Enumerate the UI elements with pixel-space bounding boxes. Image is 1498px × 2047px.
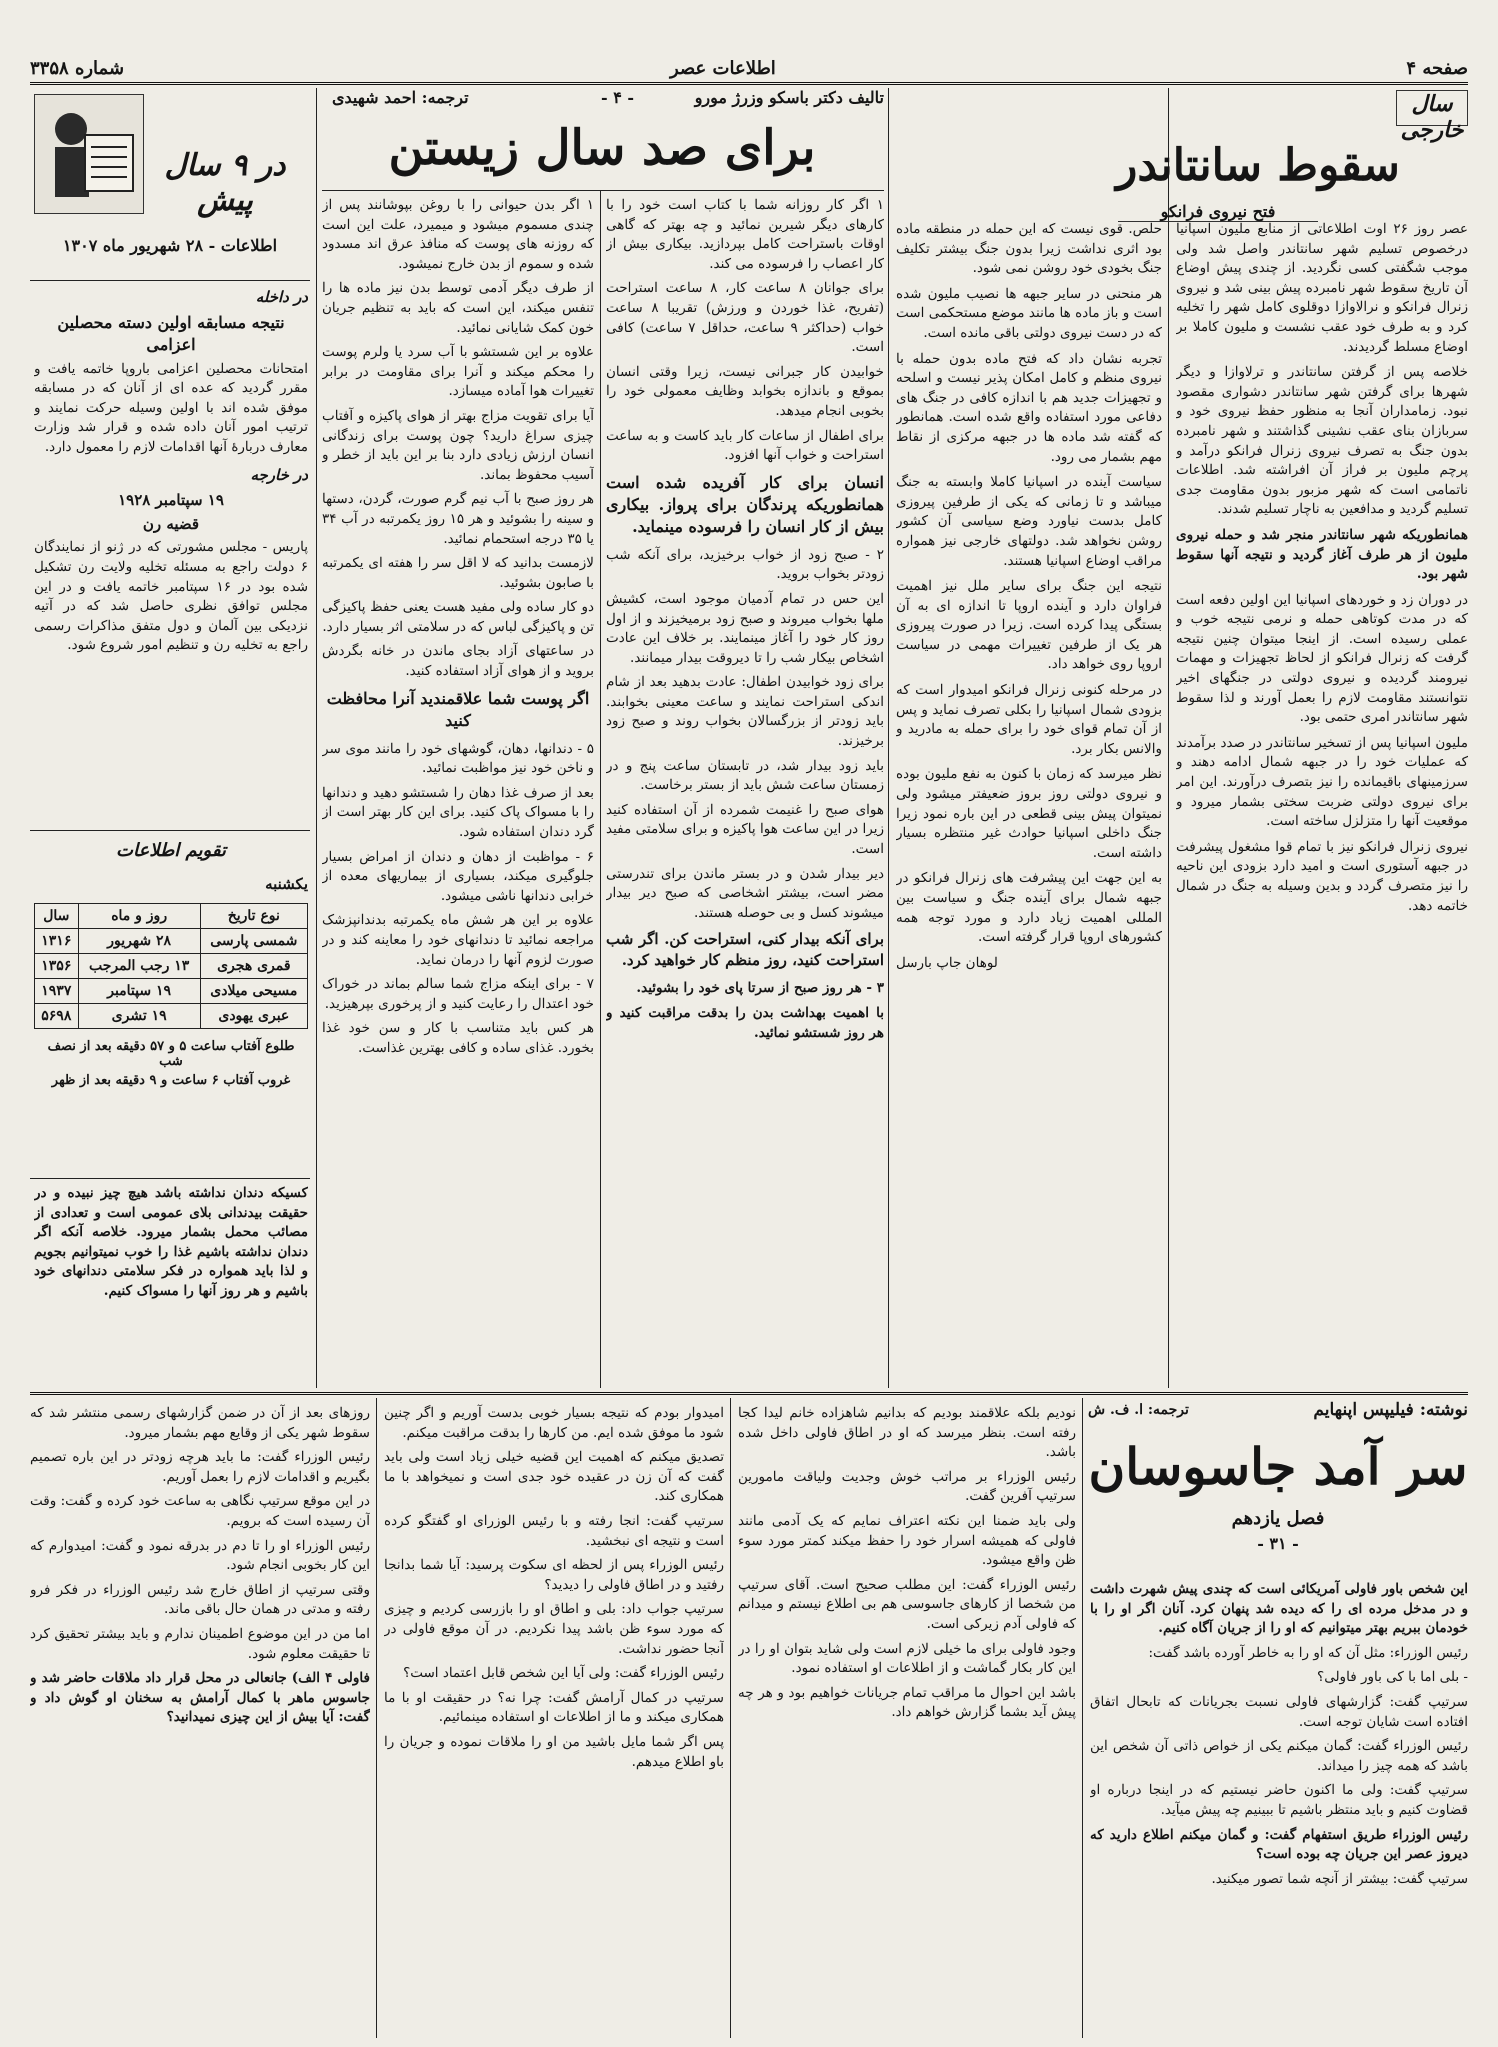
paragraph: ۵ - دندانها، دهان، گوشهای خود را مانند موی سر و ناخن خود نیز مواظبت نمائید. bbox=[322, 740, 594, 777]
section-heading: انسان برای کار آفریده شده است همانطوریکه پرندگان برای پرواز. بیکاری بیش از کار انسان را فرسوده مینماید. bbox=[606, 472, 884, 536]
item1-title: نتیجه مسابقه اولین دسته محصلین اعزامی bbox=[57, 312, 285, 354]
paragraph: خلاصه پس از گرفتن سانتاندر و ترلاوازا و دیگر شهرها برای گرفتن شهر سانتاندر دشواری مقصود نبود. زمامداران آنجا به منظور حفظ نیروی خود و سربازان بنای عقب نشینی گذاشتند و شهر نامبرده بدون جنگ به تصرف نیروی زنرال فرانکو درآمد و پرچم ملیون بر فراز آن افراشته شد. اطلاعات ناتمامی است که شهر مزبور بدون مقاومت جدی تسلیم گردید و مدافعین به ناچار تسلیم شدند. bbox=[1176, 364, 1468, 518]
part-number: - ۴ - bbox=[600, 88, 634, 107]
paragraph: دیر بیدار شدن و در بستر ماندن برای تندرستی مضر است، بیشتر اشخاصی که صبح دیر بیدار میشوند کسل و بی حوصله هستند. bbox=[606, 865, 884, 921]
paragraph: تصدیق میکنم که اهمیت این قضیه خیلی زیاد است ولی باید گفت که آن زن در عقیده خود جدی است و نمیخواهد با ما همکاری کند. bbox=[384, 1449, 724, 1505]
section-title: سال خارجی bbox=[1396, 90, 1468, 126]
issue-label: شماره ۳۳۵۸ bbox=[30, 58, 125, 79]
paragraph: تجربه نشان داد که فتح ماده بدون حمله با نیروی منظم و کامل امکان پذیر نیست و اسلحه و تجهیزات جدید هم با اندازه کافی در جنگ های دفاعی مورد استفاده واقع شده است. همانطور که گفته شد ماده ها در جبهه مرکزی از نقاط مهم بشمار می رود. bbox=[896, 350, 1162, 465]
serial-article-header bbox=[322, 88, 884, 188]
paragraph: علاوه بر این هر شش ماه یکمرتبه بدندانپزشک مراجعه نمائید تا دندانهای خود را معاینه کند و در صورت لزوم آنها را درمان نماید. bbox=[322, 912, 594, 968]
table-row bbox=[35, 979, 308, 1004]
health-text: کسیکه دندان نداشته باشد هیچ چیز نبیده و در حقیقت بیدندانی بلای عمومی است و تعدادی از مصائب محمل بشمار میرود. خلاصه آنکه اگر دندان نداشته باشیم غذا را خوب نمیتوانیم بجویم و لذا باید همواره در فکر سلامتی دندانهای خود باشیم و هر روز آنها را مسواک کنیم. bbox=[34, 1185, 308, 1299]
section-heading: برای آنکه بیدار کنی، استراحت کن. اگر شب استراحت کنید، روز منظم کار خواهید کرد. bbox=[606, 930, 884, 970]
calendar-title: تقویم اطلاعات bbox=[116, 840, 226, 861]
col-rule-3 bbox=[600, 190, 601, 1388]
paragraph: رئیس الوزراء طریق استفهام گفت: و گمان میکنم اطلاع دارید که دیروز عصر این جریان چه بوده است؟ bbox=[1090, 1826, 1468, 1863]
calendar-table bbox=[34, 903, 308, 1029]
paragraph: وقتی سرتیپ از اطاق خارج شد رئیس الوزراء در فکر فرو رفته و مدتی در همان حال باقی ماند. bbox=[30, 1581, 370, 1618]
paragraph: علاوه بر این شستشو با آب سرد یا ولرم پوست را محکم میکند و آنرا برای مقاومت در برابر تغییرات هوا آماده میسازد. bbox=[322, 344, 594, 400]
table-cell: ۱۳ رجب المرجب bbox=[78, 954, 200, 979]
paragraph: حلص. قوی نیست که این حمله در منطقه ماده بود اثری نداشت زیرا بدون جنگ بیشتر تکلیف جنگ بخودی خود روشن نمی شود. bbox=[896, 221, 1162, 277]
serial-novel-header bbox=[1088, 1400, 1468, 1600]
novel-author: نوشته: فیلیپس اپنهایم bbox=[1313, 1400, 1468, 1420]
years-ago-rule bbox=[30, 280, 310, 281]
paper-name: اطلاعات عصر bbox=[670, 58, 776, 79]
table-cell: ۱۹ سپتامبر bbox=[78, 979, 200, 1004]
section-outside: در خارجه bbox=[250, 465, 308, 484]
headline: برای صد سال زیستن bbox=[388, 120, 816, 176]
table-header bbox=[35, 904, 308, 929]
col-rule-1 bbox=[1168, 88, 1169, 1388]
foreign-col-2 bbox=[896, 220, 1162, 1380]
section-divider bbox=[30, 1392, 1468, 1395]
novel-rule-2 bbox=[730, 1398, 731, 2038]
paragraph: روزهای بعد از آن در ضمن گزارشهای رسمی منتشر شد که سقوط شهر یکی از وقایع مهم بشمار میرود. bbox=[30, 1405, 370, 1441]
novel-translator: ترجمه: ا. ف. ش bbox=[1088, 1402, 1189, 1418]
col-rule-2 bbox=[888, 88, 889, 1388]
chapter: فصل یازدهم bbox=[1231, 1508, 1325, 1529]
paragraph: لازمست بدانید که لا اقل سر را هفته ای یکمرتبه با صابون بشوئید. bbox=[322, 555, 594, 591]
column-header: سال bbox=[35, 904, 79, 929]
paragraph: رئیس الوزراء گفت: ولی آیا این شخص قابل اعتماد است؟ bbox=[403, 1665, 724, 1682]
paragraph: سرتیپ گفت: بیشتر از آنچه شما تصور میکنید. bbox=[1211, 1870, 1468, 1887]
author-line: تالیف دکتر باسکو وزرژ مورو bbox=[694, 88, 884, 107]
calendar bbox=[34, 840, 308, 1088]
column-header: نوع تاریخ bbox=[200, 904, 307, 929]
paragraph: رئیس الوزراء گفت: ما باید هرچه زودتر در این باره تصمیم بگیریم و اقدامات لازم را بعمل آوریم. bbox=[30, 1449, 370, 1485]
paragraph: این حس در تمام آدمیان موجود است، کشیش ملها بخواب میروند و صبح زود برمیخیزند و از اول روز کار خود را آغاز مینمایند. بر خلاف این عادت اشخاص بیکار شب را تا دیروقت بیدار میمانند. bbox=[606, 590, 884, 666]
sunset: غروب آفتاب ۶ ساعت و ۹ دقیقه بعد از ظهر bbox=[51, 1073, 291, 1088]
paragraph: سرتیپ گفت: گزارشهای فاولی نسبت بجریانات که تابحال اتفاق افتاده است شایان توجه است. bbox=[1090, 1693, 1468, 1730]
years-ago-title: در ۹ سال پیش bbox=[164, 148, 286, 218]
paragraph: رئیس الوزراء گفت: این مطلب صحیح است. آقای سرتیپ من شخصا از کارهای جاسوسی هم بی اطلاع نیستم و میدانم که فاولی آدم زیرکی است. bbox=[738, 1576, 1076, 1632]
paragraph: نظر میرسد که زمان با کنون به نفع ملیون بوده و نیروی دولتی روز بروز ضعیفتر میشود ولی نمیتوان پیش بینی قطعی در این باره نمود زیرا جنگ داخلی اسپانیا حوادث غیر منتظره بسیار داشته است. bbox=[896, 766, 1162, 861]
paragraph: هر کس باید متناسب با کار و سن خود غذا بخورد. غذای ساده و کافی بهترین غذاست. bbox=[322, 1020, 594, 1056]
newspaper-reader-icon bbox=[34, 94, 144, 214]
novel-rule-1 bbox=[1082, 1398, 1083, 2038]
item2-text: پاریس - مجلس مشورتی که در ژنو از نمایندگان ۶ دولت راجع به مسئله تخلیه ولایت رن تشکیل شده بود در ۱۶ سپتامبر خاتمه یافت و در این مجلس توافق نظری حاصل شد که در آتیه نزدیکی بین آلمان و دول متفق مذاکرات رسمی راجع به تخلیه رن و تنظیم امور شروع شود. bbox=[34, 539, 308, 654]
table-cell: عبری یهودی bbox=[200, 1004, 307, 1029]
table-cell: ۱۹۳۷ bbox=[35, 979, 79, 1004]
years-ago-body bbox=[34, 288, 308, 823]
table-cell: شمسی پارسی bbox=[200, 929, 307, 954]
paragraph: همانطوریکه شهر سانتاندر منجر شد و حمله نیروی ملیون از هر طرف آغاز گردید و نتیجه آنها سقوط شهر بود. bbox=[1176, 526, 1468, 583]
paragraph: برای اطفال از ساعات کار باید کاست و به ساعت استراحت و خواب آنها افزود. bbox=[606, 427, 884, 464]
health-note bbox=[34, 1184, 308, 1380]
day-name: یکشنبه bbox=[265, 875, 308, 893]
paragraph: این شخص باور فاولی آمریکائی است که چندی پیش شهرت داشت و در مدخل مرده ای را که دیده شد پنهان کرد. آنان اگر او را با خودمان ببریم بهتر میتوانیم که او را از جریان آگاه کنیم. bbox=[1090, 1581, 1468, 1637]
paragraph: در مرحله کنونی زنرال فرانکو امیدوار است که بزودی شمال اسپانیا را بکلی تصرف نماید و پس از آن تمام قوای خود را برای حمله به مادرید و والانس بکار برد. bbox=[896, 682, 1162, 757]
novel-col-1 bbox=[1090, 1580, 1468, 2035]
sunrise: طلوع آفتاب ساعت ۵ و ۵۷ دقیقه بعد از نصف شب bbox=[47, 1039, 295, 1069]
paragraph: برای زود خوابیدن اطفال: عادت بدهید بعد از شام اندکی استراحت نمایند و ساعت معینی بخوابند. باید زودتر از بزرگسالان بخواب روند و صبح زود برخیزند. bbox=[606, 674, 884, 750]
paragraph: برای جوانان ۸ ساعت کار، ۸ ساعت استراحت (تفریح، غذا خوردن و ورزش) تقریبا ۸ ساعت خواب (حداکثر ۹ ساعت، حداقل ۷ ساعت) کافی است. bbox=[606, 280, 884, 356]
paragraph: بعد از صرف غذا دهان را شستشو دهید و دندانها را با مسواک پاک کنید. برای این کار بهتر است از گرد دندان استفاده شود. bbox=[322, 784, 594, 841]
headline: سقوط سانتاندر bbox=[1116, 140, 1400, 191]
paragraph: با اهمیت بهداشت بدن را بدقت مراقبت کنید و هر روز شستشو نمائید. bbox=[606, 1005, 884, 1041]
serial-col-b bbox=[322, 196, 594, 1381]
paragraph: رئیس الوزراء گفت: گمان میکنم یکی از خواص ذاتی آن شخص این باشد که همه چیز را میداند. bbox=[1090, 1738, 1468, 1774]
paragraph: نتیجه این جنگ برای سایر ملل نیز اهمیت فراوان دارد و آینده اروپا تا اندازه ای به آن بستگی پیدا کرده است. زیرا در صورت پیروزی هر یک از طرفین تغییرات مهمی در سیاست اروپا روی خواهد داد. bbox=[896, 578, 1162, 673]
paragraph: رئیس الوزراء بر مراتب خوش وجدیت ولیاقت مامورین سرتیپ آفرین گفت. bbox=[738, 1468, 1076, 1505]
paragraph: سرتیپ گفت: ولی ما اکنون حاضر نیستیم که در اینجا درباره او قضاوت کنیم و باید منتظر باشیم تا ببینیم چه پیش میآید. bbox=[1090, 1782, 1468, 1818]
paragraph: باید زود بیدار شد، در تابستان ساعت پنج و در زمستان ساعت شش باید از بستر برخاست. bbox=[606, 757, 884, 794]
paragraph: سرتیپ در کمال آرامش گفت: چرا نه؟ در حقیقت او با ما همکاری میکند و ما از اطلاعات او استفاده مینمائیم. bbox=[384, 1689, 724, 1726]
paragraph: هر منحنی در سایر جبهه ها نصیب ملیون شده است و باز ماده ها مانند موضع مستحکمی است که در دست نیروی دولتی باقی مانده است. bbox=[896, 285, 1162, 341]
paragraph: ۳ - هر روز صبح از سرتا پای خود را بشوئید. bbox=[636, 980, 884, 997]
paragraph: لوهان جاپ بارسل bbox=[896, 954, 998, 971]
item2-title: قضیه رن bbox=[142, 514, 200, 533]
table-row bbox=[35, 954, 308, 979]
paragraph: ۱ اگر بدن حیوانی را با روغن بپوشانند پس از چندی مسموم میشود و میمیرد، علت این است که روزنه های پوست که منافذ عرق اند مسدود شده و سموم از بدن خارج نمیشود. bbox=[322, 197, 594, 272]
paragraph: رئیس الوزراء او را تا دم در بدرقه نمود و گفت: امیدوارم که این کار بخوبی انجام شود. bbox=[30, 1537, 370, 1574]
paragraph: سرتیپ جواب داد: بلی و اطاق او را بازرسی کردیم و چیزی که مورد سوء ظن باشد پیدا نکردیم. در آن موقع فاولی در آنجا حضور نداشت. bbox=[384, 1601, 724, 1657]
section-inside: در داخله bbox=[255, 288, 308, 306]
paragraph: به این جهت این پیشرفت های زنرال فرانکو در جبهه شمال برای آینده جنگ و سیاست بین المللی اهمیت زیاد دارد و مورد توجه همه کشورهای اروپا قرار گرفته است. bbox=[896, 870, 1162, 946]
novel-col-3 bbox=[384, 1404, 724, 2034]
paragraph: ۶ - مواظبت از دهان و دندان از امراض بسیار جلوگیری میکند، بسیاری از بیماریهای معده از خرابی دندانها ناشی میشود. bbox=[322, 848, 594, 904]
paragraph: آیا برای تقویت مزاج بهتر از هوای پاکیزه و آفتاب چیزی سراغ دارید؟ چون پوست برای زندگانی انسان ارزش زیادی دارد بنا بر این باید از خطر و آسیب محفوظ بماند. bbox=[322, 407, 594, 483]
paragraph: اما من در این موضوع اطمینان ندارم و باید بیشتر تحقیق کرد تا حقیقت معلوم شود. bbox=[30, 1625, 370, 1662]
col-rule-4 bbox=[316, 88, 317, 1388]
novel-col-4 bbox=[30, 1404, 370, 2034]
table-cell: ۱۳۵۶ bbox=[35, 954, 79, 979]
masthead-rule bbox=[30, 82, 1468, 85]
paragraph: در دوران زد و خوردهای اسپانیا این اولین دفعه است که در مدت کوتاهی حمله و نرمی نتیجه خوب و عملی رسیده است. از اینجا میتوان چنین نتیجه گرفت که زنرال فرانکو از لحاظ تجهیزات و مهمات نیرومند گردیده و نیروی دولتی در جنگهای اخیر نتوانستند مقاومت لازم را بعمل آورند و لذا سقوط شهر سانتاندر امری حتمی بود. bbox=[1176, 591, 1468, 726]
table-cell: ۱۹ تشری bbox=[78, 1004, 200, 1029]
novel-headline: سر آمد جاسوسان bbox=[1088, 1437, 1468, 1496]
paragraph: ملیون اسپانیا پس از تسخیر سانتاندر در صدد برآمدند که عملیات خود را در جبهه شمال ادامه دهند و سرزمینهای باقیمانده را نیز بتصرف درآورند. این امر برای نیروی دولتی ضربت سختی بشمار میرود و موقعیت آنها را متزلزل ساخته است. bbox=[1176, 734, 1468, 830]
paragraph: هوای صبح را غنیمت شمرده از آن استفاده کنید زیرا در این ساعت هوا پاکیزه و برای سلامتی مفید است. bbox=[606, 801, 884, 858]
table-cell: قمری هجری bbox=[200, 954, 307, 979]
table-cell: ۲۸ شهریور bbox=[78, 929, 200, 954]
table-cell: مسیحی میلادی bbox=[200, 979, 307, 1004]
paragraph: دو کار ساده ولی مفید هست یعنی حفظ پاکیزگی تن و پاکیزگی لباس که در سلامتی اثر بسیار دارد. bbox=[322, 599, 594, 635]
paragraph: هر روز صبح با آب نیم گرم صورت، گردن، دستها و سینه را بشوئید و هر ۱۵ روز یکمرتبه در آب ۳۴ یا ۳۵ درجه استحمام نمائید. bbox=[322, 491, 594, 547]
health-rule bbox=[30, 1178, 310, 1179]
paragraph: فاولی ۴ الف) جانعالی در محل قرار داد ملاقات حاضر شد و جاسوس ماهر با کمال آرامش به سخنان او گوش داد و گفت: آیا بیش از این چیزی نمیدانید؟ bbox=[30, 1670, 370, 1726]
calendar-rule bbox=[30, 830, 310, 831]
paragraph: سیاست آینده در اسپانیا کاملا وابسته به جنگ میباشد و تا زمانی که یکی از طرفین پیروزی کامل بدست نیاورد وضع سیاسی آن کشور روشن نخواهد شد. دولتهای خارجی نیز همواره مراقب اوضاع اسپانیا هستند. bbox=[896, 474, 1162, 569]
section-heading: اگر پوست شما علاقمندید آنرا محافظت کنید bbox=[326, 688, 590, 730]
paragraph: در ساعتهای آزاد بجای ماندن در خانه بگردش بروید و از هوای آزاد استفاده کنید. bbox=[322, 643, 594, 680]
paragraph: نیروی زنرال فرانکو نیز با تمام قوا مشغول پیشرفت در جبهه آستوری است و امید دارد بزودی این ناحیه را نیز متصرف گردد و بدین وسیله به جنگ در شمال خاتمه دهد. bbox=[1176, 838, 1468, 914]
paragraph: - بلی اما با کی باور فاولی؟ bbox=[1317, 1669, 1468, 1686]
paragraph: از طرف دیگر آدمی توسط بدن نیز ماده ها را تنفس میکند، این است که باید به تنظیم جریان خون کمک شایانی نمائید. bbox=[322, 280, 594, 336]
column-header: روز و ماه bbox=[78, 904, 200, 929]
table-row bbox=[35, 1004, 308, 1029]
serial-col-a bbox=[606, 196, 884, 1381]
subhead: فتح نیروی فرانکو bbox=[1118, 202, 1318, 222]
masthead bbox=[30, 58, 1468, 80]
table-row bbox=[35, 929, 308, 954]
paragraph: نودیم بلکه علاقمند بودیم که بدانیم شاهزاده خانم لیدا کجا رفته است. بنظر میرسد که او در اطاق فاولی داخل شده باشد. bbox=[738, 1405, 1076, 1461]
paragraph: ۷ - برای اینکه مزاج شما سالم بماند در خوراک خود اعتدال را رعایت کنید و از پرخوری بپرهیزید. bbox=[322, 976, 594, 1012]
item1-text: امتحانات محصلین اعزامی باروپا خاتمه یافت و مقرر گردید که عده ای از آنان که در مسابقه موفق شده اند با اولین وسیله حرکت نمایند و ترتیب امور آنان داده شده و قرار شد وزارت معارف دربارهٔ آنها اقدامات لازم را معمول دارد. bbox=[34, 360, 308, 455]
novel-col-2 bbox=[738, 1404, 1076, 2034]
paragraph: پس اگر شما مایل باشید من او را ملاقات نموده و جریان را باو اطلاع میدهم. bbox=[384, 1733, 724, 1770]
page-label: صفحه ۴ bbox=[1406, 58, 1468, 79]
paragraph: رئیس الوزراء: مثل آن که او را به خاطر آورده باشد گفت: bbox=[1148, 1644, 1468, 1661]
paragraph: ولی باید ضمنا این نکته اعتراف نمایم که یک آدمی مانند فاولی که همیشه اسرار خود را حفظ میکند کمتر مورد سوء ظن واقع میشود. bbox=[738, 1512, 1076, 1569]
date-line: اطلاعات - ۲۸ شهریور ماه ۱۳۰۷ bbox=[62, 236, 278, 255]
paragraph: وجود فاولی برای ما خیلی لازم است ولی شاید بتوان او را در این کار بکار گماشت و از اطلاعات او استفاده نمود. bbox=[738, 1640, 1076, 1677]
paragraph: امیدوار بودم که نتیجه بسیار خوبی بدست آوریم و اگر چنین شود ما موفق شده ایم. من کارها را بدقت مراقبت میکنم. bbox=[384, 1405, 724, 1441]
paragraph: سرتیپ گفت: انجا رفته و با رئیس الوزرای او گفتگو کرده است و نتیجه ای نبخشید. bbox=[384, 1512, 724, 1549]
table-cell: ۱۳۱۶ bbox=[35, 929, 79, 954]
paragraph: در این موقع سرتیپ نگاهی به ساعت خود کرده و گفت: وقت آن رسیده است که برویم. bbox=[30, 1493, 370, 1529]
novel-rule-3 bbox=[376, 1398, 377, 2038]
foreign-col-1 bbox=[1176, 220, 1468, 1380]
table-cell: ۵۶۹۸ bbox=[35, 1004, 79, 1029]
paragraph: رئیس الوزراء پس از لحظه ای سکوت پرسید: آیا شما بدانجا رفتید و در اطاق فاولی را دیدید؟ bbox=[384, 1557, 724, 1593]
part: - ۳۱ - bbox=[1257, 1534, 1299, 1553]
paragraph: خوابیدن کار جبرانی نیست، زیرا وقتی انسان بموقع و باندازه بخوابد وظایف معمولی خود را بخوبی انجام میدهد. bbox=[606, 363, 884, 419]
paragraph: ۱ اگر کار روزانه شما با کتاب است خود را با کارهای دیگر شیرین نمائید و چه بهتر که گاهی اوقات باستراحت کامل بپردازید. بیکاری بیش از کار اعصاب را فرسوده می کند. bbox=[606, 197, 884, 272]
paragraph: ۲ - صبح زود از خواب برخیزید، برای آنکه شب زودتر بخواب بروید. bbox=[606, 546, 884, 583]
date2: ۱۹ سپتامبر ۱۹۲۸ bbox=[118, 491, 224, 510]
paragraph: باشد این احوال ما مراقب تمام جریانات خواهیم بود و هر چه پیش آید بشما گزارش خواهم داد. bbox=[738, 1684, 1076, 1721]
translator: ترجمه: احمد شهیدی bbox=[332, 88, 469, 107]
serial-article-rule bbox=[322, 190, 884, 191]
paragraph: عصر روز ۲۶ اوت اطلاعاتی از منابع ملیون اسپانیا درخصوص تسلیم شهر سانتاندر واصل شد ولی موجب شگفتی کسی نگردید. از چندی پیش اوضاع آن تاریخ سقوط شهر نامبرده پیش بینی شد و نیروی زنرال فرانکو و نرالاوازا دوقلوی کامل شهر را تخلیه کرد و به طرف خود عقب نشست و ملیون کاملا بر اوضاع مسلط گردیدند. bbox=[1176, 221, 1468, 355]
